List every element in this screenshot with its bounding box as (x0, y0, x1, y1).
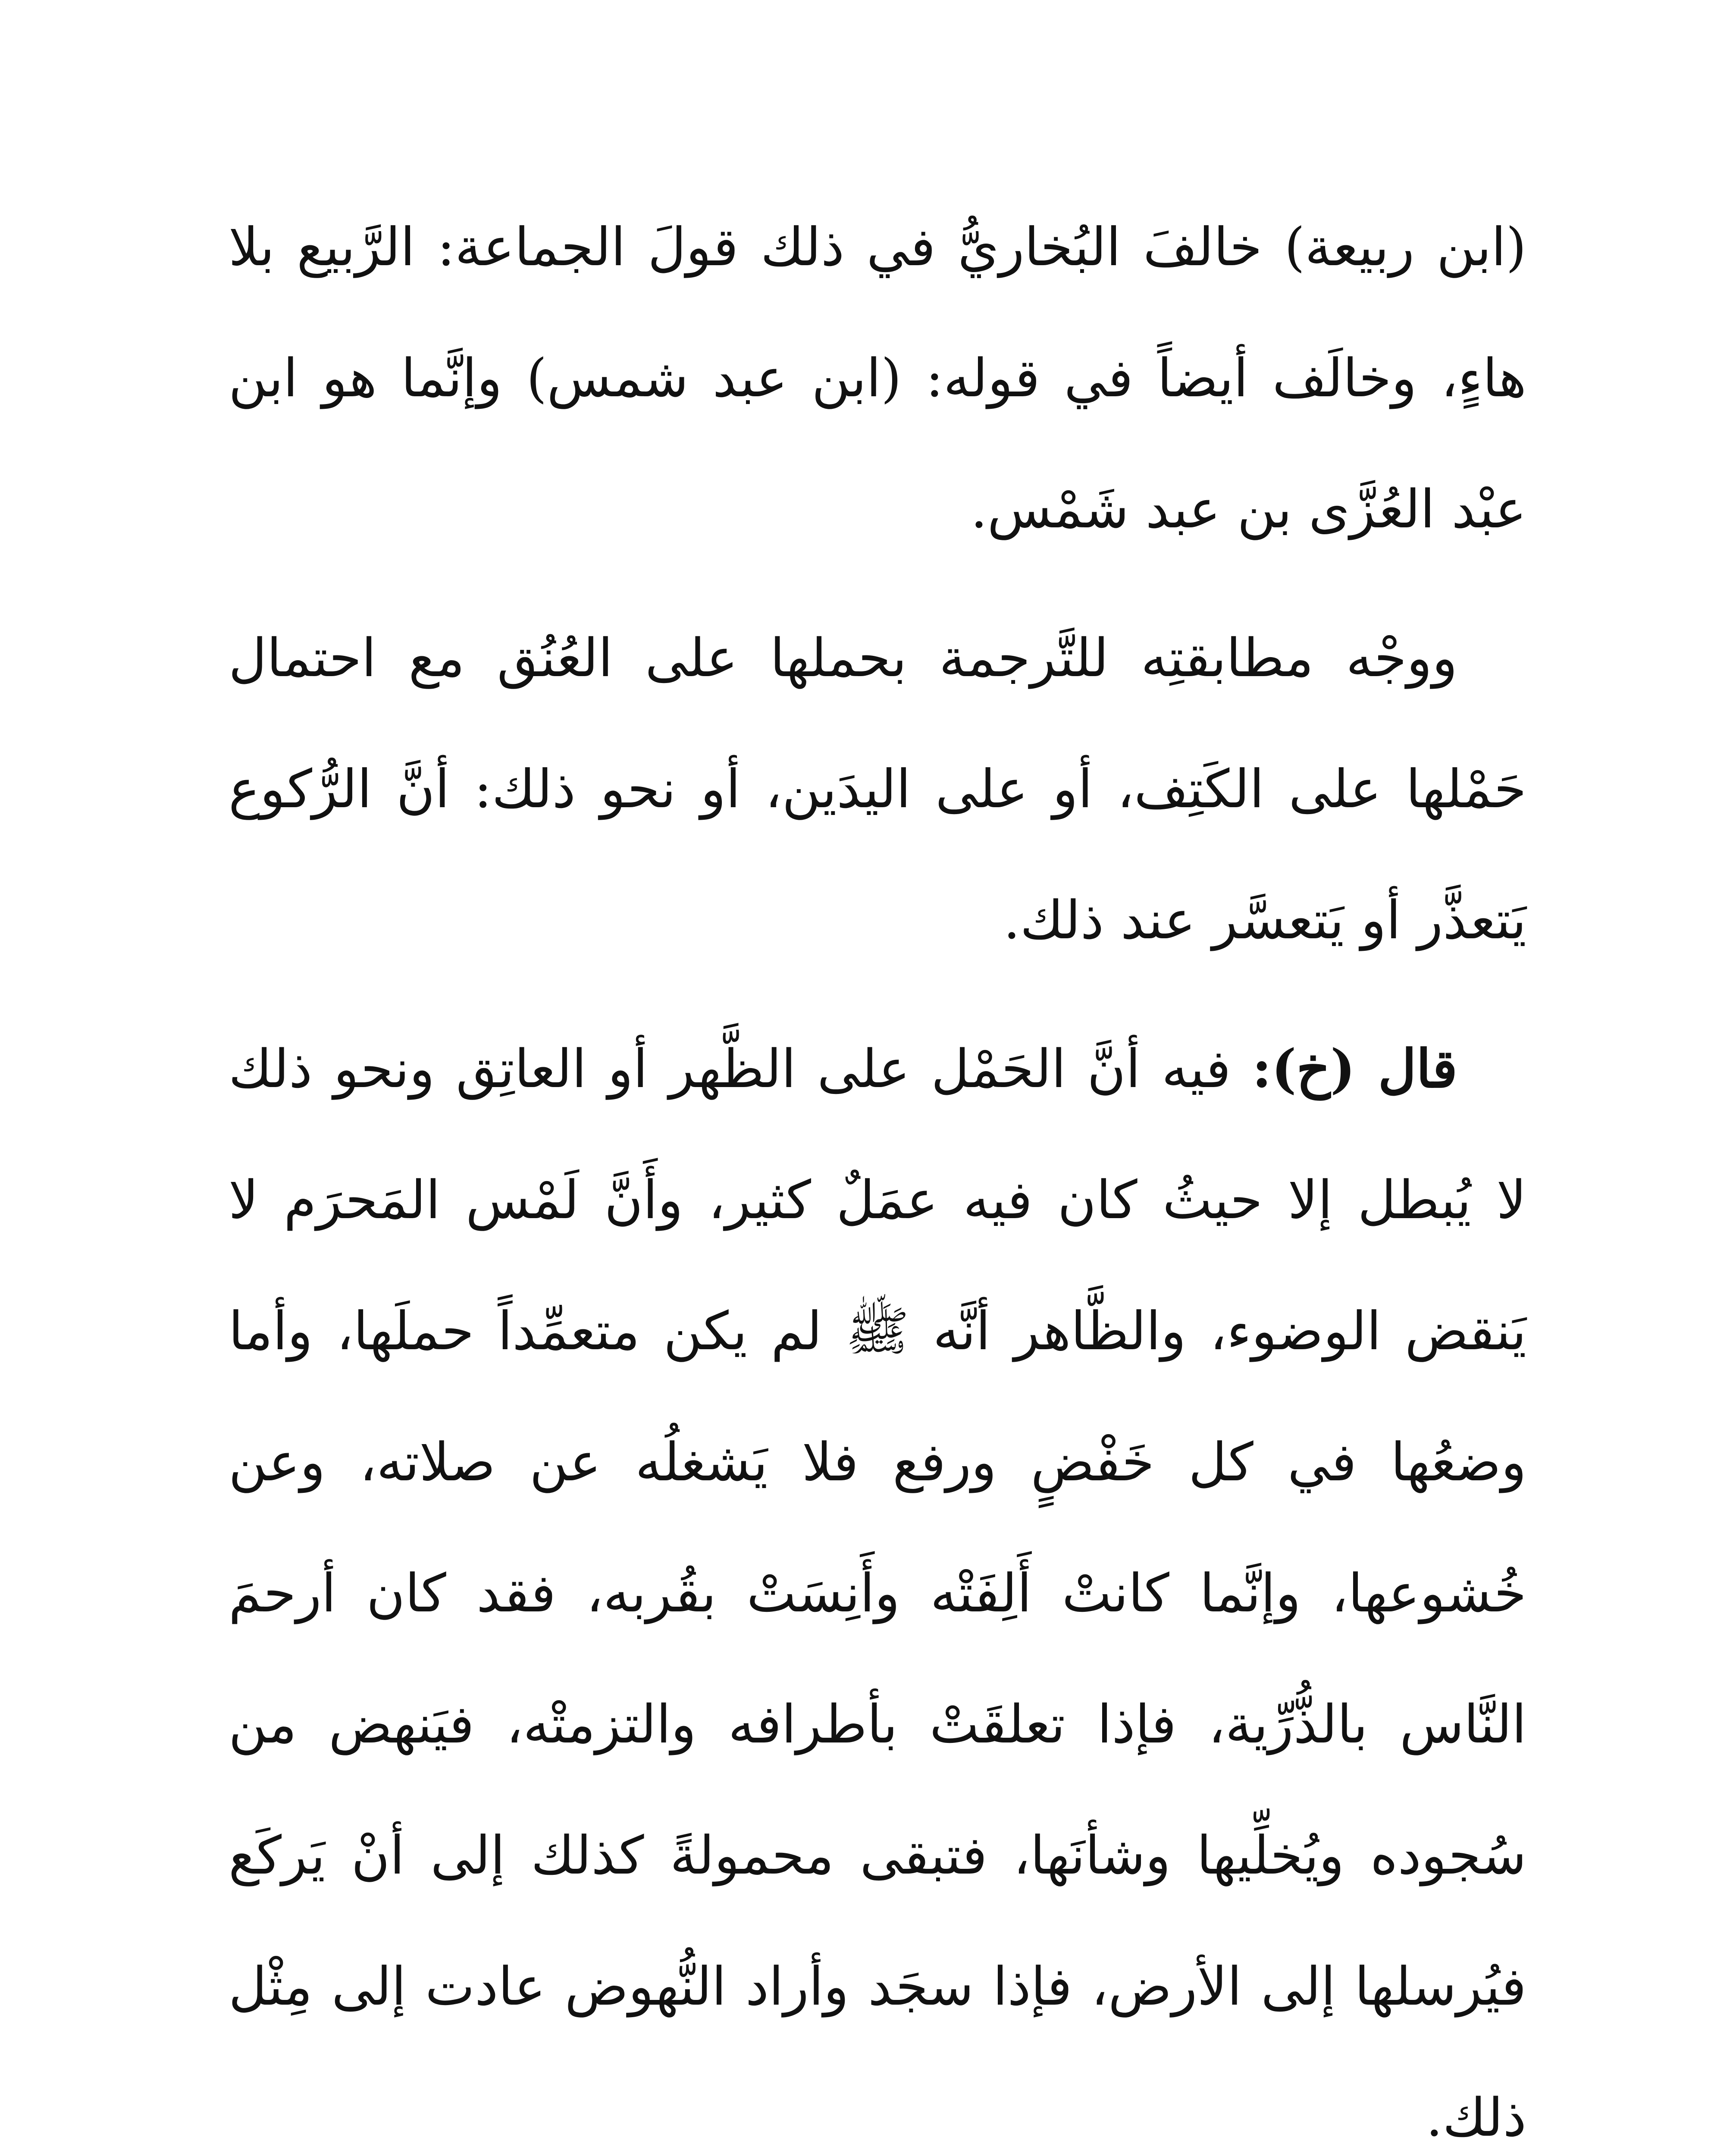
paragraph-3 (229, 1003, 1526, 2156)
paragraph-3-text: فيه أنَّ الحَمْل على الظَّهر أو العاتِق ونحو ذلك لا يُبطل إلا حيثُ كان فيه عمَلٌ كثير، وأَنَّ لَمْس المَحرَم لا يَنقض الوضوء، والظَّاهر أنَّه ﷺ لم يكن متعمِّداً حملَها، وأما وضعُها في كل خَفْضٍ ورفع فلا يَشغلُه عن صلاته، وعن خُشوعها، وإنَّما كانتْ أَلِفَتْه وأَنِسَتْ بقُربه، فقد كان أرحمَ النَّاس بالذُّرِّية، فإذا تعلقَتْ بأطرافه والتزمتْه، فيَنهض من سُجوده ويُخلِّيها وشأنَها، فتبقى محمولةً كذلك إلى أنْ يَركَع فيُرسلها إلى الأرض، فإذا سجَد وأراد النُّهوض عادت إلى مِثْل ذلك. (229, 1038, 1526, 2148)
main-text (229, 181, 1526, 2156)
paragraph-1-text: (ابن ربيعة) خالفَ البُخاريُّ في ذلك قولَ الجماعة: الرَّبيع بلا هاءٍ، وخالَف أيضاً في قوله: (ابن عبد شمس) وإنَّما هو ابن عبْد العُزَّى بن عبد شَمْس. (229, 216, 1526, 540)
paragraph-2-text: ووجْه مطابقتِه للتَّرجمة بحملها على العُنُق مع احتمال حَمْلها على الكَتِف، أو على اليدَين، أو نحو ذلك: أنَّ الرُّكوع يَتعذَّر أو يَتعسَّر عند ذلك. (229, 627, 1527, 951)
paragraph-2 (229, 592, 1526, 986)
paragraph-1 (229, 181, 1526, 575)
paragraph-3-lead: قال (خ): (1252, 1037, 1457, 1100)
